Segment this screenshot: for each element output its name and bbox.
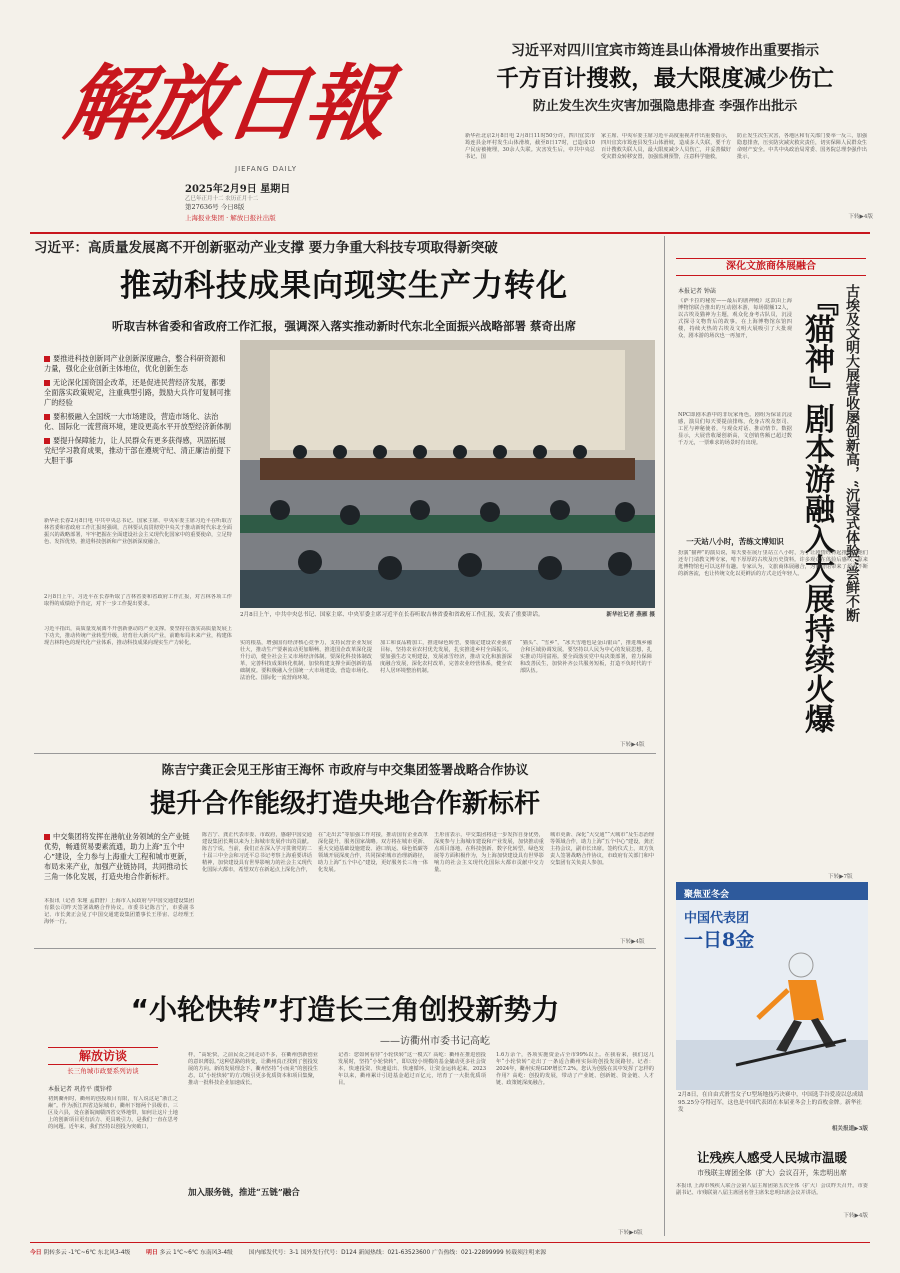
issue-number: 第27636号 今日8版 — [185, 203, 245, 211]
top-story-col: 新华社北京2月8日电 2月8日11时50分许，四川宜宾市筠连县金坪村发生山体滑坡，截至8日17时，已造成10户民房被掩埋，30余人失联。灾害发生后，中共中央总书记、国 — [465, 133, 595, 160]
mid-story-column: 城市更新、深化“大交通”“大城市”及生态治理等领域合作，助力上海“五个中心”建设。龚正主持会议，副市长出席。签约仪式上，双方负责人签署战略合作协议，市政府有关部门和中交集团有关负责人参加。 — [550, 832, 654, 866]
winter-photo — [676, 900, 868, 1090]
footer-rule — [30, 1242, 870, 1243]
mid-story-column: 王彤宙表示，中交集团将进一步发挥自身优势，深度参与上海城市建设和产业发展，加快推动重点项目落地，在科技创新、数字化转型、绿色发展等方面积极作为，为上海加快建设具有世界影响力的社会主义现代化国际大都市贡献中交力量。 — [434, 832, 544, 873]
related-link[interactable]: 相关报道▶3版 — [831, 1126, 868, 1132]
continued-link[interactable]: 下转▶7版 — [828, 874, 853, 880]
lead-bullets — [44, 354, 232, 512]
lead-paragraph: 2月8日上午，习近平在长春听取了吉林省委和省政府工作汇报，对吉林各项工作取得的成绩给予肯定，对下一步工作提出要求。 — [44, 594, 232, 607]
continued-link[interactable]: 下转▶4版 — [620, 742, 645, 748]
lunar-date: 乙巳年正月十二 农历正月十二 — [185, 196, 259, 202]
column-divider — [664, 236, 665, 1236]
footer-bar — [30, 1246, 870, 1260]
culture-text: NPC即剧本游中的非玩家角色。剧组为保证沉浸感，演员们每天要提前排练，化身古埃及祭司、工匠与神秘使者，与观众对话、推动情节。数据显示，大展营收屡创新高，文创销售额已超过数千万元，一票难求的场景时有出现。 — [678, 412, 792, 446]
feature-byline: 本报记者 巩持平 虞锌栉 — [48, 1086, 112, 1093]
mid-story-column: 陈吉宁、龚正代表市委、市政府，感谢中国交通建设集团长期以来为上海城市发展作出的贡献。陈吉宁说，当前，我们正在深入学习贯彻党的二十届三中全会和习近平总书记考察上海重要讲话精神，加快建设具有世界影响力的社会主义现代化国际大都市，希望双方在新起点上深化合作， — [202, 832, 312, 873]
meeting-photo-icon — [240, 340, 655, 608]
photo-credit: 新华社记者 燕雁 摄 — [606, 612, 655, 618]
weather-today: 阴转多云 -1℃~6℃ 东北风3-4级 — [43, 1250, 131, 1256]
lead-column: 实的根基，增强国有经济核心竞争力，支持民营企业发展壮大，推动生产要素流动更加顺畅，推进国企改革深化提升行动，健全社会主义市场经济体制。要深化科技体制改革，完善科技成果转化机制，加快构建支撑全面创新的基础制度。要积极融入全国统一大市场建设，营造市场化、法治化、国际化一流营商环境。 — [240, 640, 372, 681]
top-story-col: 家主席、中央军委主席习近平高度重视并作出重要指示，四川宜宾市筠连县发生山体滑坡，造成多人失联，要千方百计搜救失联人员，最大限度减少人员伤亡，并妥善做好受灾群众转移安置，加强监测预警，注意科学施救， — [601, 133, 731, 160]
winter-title: 中国代表团 一日8金 — [684, 911, 755, 951]
lead-paragraph: 新华社长春2月8日电 中共中央总书记、国家主席、中央军委主席习近平在听取吉林省委和省政府工作汇报时强调，吉林要认真贯彻党中央关于推动新时代东北全面振兴的战略部署，牢牢把握在全面建设社会主义现代化国家中的重要使命，立足特色、发挥优势，推进科技创新和产业创新深度融合， — [44, 518, 232, 545]
culture-sidebar-title: 古埃及文明大展营收屡创新高，“沉浸式体验”尝鲜不断 — [844, 284, 860, 623]
winter-caption: 2月8日，在自由式滑雪女子U型场地技巧决赛中，中国选手谷爱凌以总成绩95.25分夺得冠军，这也是中国代表团在本届亚冬会上的首枚金牌。新华社发 — [678, 1092, 864, 1113]
winter-panel — [676, 882, 868, 1130]
publisher-line: 上海报业集团 · 解放日报社出版 — [185, 214, 276, 222]
feature-column: 1.6万余个，各项实施资金占全市99%以上。在我看来，我们这几年“小轮快转”走出了一条适合衢州实际的创投发展路径。记者：2024年，衢州实现GDP增长7.2%。您认为创投在其中发挥了怎样的作用？高屹：创投的发展，带动了产业链、创新链、资金链、人才链、政策链深度融合。 — [496, 1052, 654, 1086]
weather-tomorrow: 多云 1℃~6℃ 东南风3-4级 — [159, 1250, 233, 1256]
divider — [34, 948, 656, 949]
feature-column: 初到衢州时，衢州的创投项目有限，有人说这是“浙江之巅”。作为浙江四省边际城市，衢州下辖两个县级市、三区及六县，处在浙皖闽赣四省交界地带，如何让这片土地上的创新项目更有活力、更具吸引力，是我们一直在思考的问题。近年来，我们坚持以创投为突破口， — [48, 1096, 178, 1130]
continued-link[interactable]: 下转▶4版 — [848, 214, 873, 220]
continued-link[interactable]: 下转▶4版 — [620, 939, 645, 945]
masthead — [30, 28, 440, 228]
newspaper-logo: 解放日報 — [59, 56, 393, 152]
weather-today-label: 今日 — [30, 1250, 42, 1256]
brief-text: 本报讯 上海市残疾人联合会第八届主席团第五次全体（扩大）会议昨天召开。市委副书记、市残联第八届主席团名誉主席朱忠明出席会议并讲话。 — [676, 1183, 868, 1196]
feature-section-title: 加入服务链，推进“五链”融合 — [188, 1188, 300, 1198]
issue-date: 2025年2月9日 星期日 — [185, 184, 291, 195]
lead-column: “猫头”、“雪乡”，“冰天雪地也是金山银山”，推进城乡融合和区域协调发展。要坚持以人民为中心的发展思想，扎实推动共同富裕。要全面落实党中央决策部署，着力保障和改善民生，加快补齐公共服务短板，打造不负时代的干部队伍。 — [520, 640, 652, 674]
divider — [34, 753, 656, 754]
lead-bullet: 要提升保障能力，让人民群众有更多获得感，巩固拓展党纪学习教育成果，推动干部在遵规守纪、清正廉洁前提下大胆干事 — [44, 436, 231, 465]
feature-tag: 解放访谈 长三角城市政要系列访谈 — [48, 1047, 158, 1079]
footer-info: 国内邮发代号：3-1 国外发行代号：D124 新闻热线：021-63523600 广告热线：021-22899999 转载须注明来源 — [248, 1250, 547, 1256]
brief-subhead: 市残联主席团全体（扩大）会议召开，朱忠明出席 — [697, 1169, 847, 1177]
lead-subhead: 听取吉林省委和省政府工作汇报，强调深入落实推动新时代东北全面振兴战略部署 蔡奇出席 — [112, 319, 576, 333]
culture-headline[interactable]: 『 猫 神 』 剧 本 游 融 入 大 展 持 续 火 爆 — [803, 286, 838, 738]
lead-headline[interactable]: 推动科技成果向现实生产力转化 — [120, 268, 568, 304]
news-brief — [676, 1148, 868, 1238]
lead-column: 加工和食品精加工，推进绿色转型，要锚定建设农业强省目标，坚持农业农村优先发展，扎实推进乡村全面振兴。要加强生态文明建设，发展冰雪经济，推动文化和旅游深度融合发展，深化农村改革，完善农业经营体系，健全农村人居环境整治机制。 — [380, 640, 512, 674]
lead-photo — [240, 340, 655, 608]
feature-column: 记者：您如何看待“小轮快转”这一模式？高屹：衢州在推进创投发展时，坚持“小轮快转”，即以较小规模的基金撬动更多社会资本，快速投资、快速退出、快速循环，让资金运转起来。2023年以来，衢州累计引进基金超过百亿元，培育了一大批优质项目。 — [338, 1052, 486, 1086]
feature-column: 样，“高轮快，之前民众之间走动不多，在衢州创新创业的意识薄弱。”这种思路的转变，让衢州真正找到了创投发展的方向。新的发展理念下，衢州坚持“小而美”的创投生态，以“小轮快转”的方式吸引更多优质资本和项目集聚，推动一批科技企业加速成长。 — [188, 1052, 318, 1086]
feature-subhead: ——访衢州市委书记高屹 — [380, 1036, 490, 1047]
culture-banner: 深化文旅商体展融合 — [676, 258, 866, 276]
mid-story-headline[interactable]: 提升合作能级打造央地合作新标杆 — [149, 789, 540, 819]
brief-headline[interactable]: 让残疾人感受人民城市温暖 — [696, 1150, 847, 1165]
culture-subhead: 一天站八小时，苦练文博知识 — [686, 537, 784, 546]
top-story-subhead: 防止发生次生灾害加强隐患排查 李强作出批示 — [532, 99, 798, 114]
top-story — [455, 40, 875, 228]
feature-headline[interactable]: “小轮快转”打造长三角创投新势力 — [130, 993, 560, 1026]
weather-tomorrow-label: 明日 — [146, 1250, 158, 1256]
mid-story-kicker: 陈吉宁龚正会见王彤宙王海怀 市政府与中交集团签署战略合作协议 — [161, 762, 529, 777]
continued-link[interactable]: 下转▶6版 — [618, 1230, 643, 1236]
lead-photo-caption: 2月8日上午，中共中央总书记、国家主席、中央军委主席习近平在长春听取吉林省委和省政府工作汇报，发表了重要讲话。 新华社记者 燕雁 摄 — [240, 612, 655, 618]
mid-story-lead: 中交集团将发挥在港航业务领域的全产业链优势，畅通贸易要素流通，助力上海“五个中心”建设，全力参与上海重大工程和城市更新，布局未来产业，加强产业链协同，共同推动长三角一体化发展，打造央地合作新标杆。 — [44, 832, 192, 881]
culture-text: 扮演“猫神”的演员说，每天要在展厅里站立八小时，为了让剧情经得起推敲，她们还专门请教文博专家，啃下厚厚的古埃及历史资料。许多观众在体验后感叹，原来逛博物馆也可以这样有趣。专家认为，文旅商体展融合，为博物馆带来了源源不断的新客流，也让传统文化以更鲜活的方式走近年轻人。 — [678, 550, 868, 577]
mid-story-byline: 本报讯（记者 朱瑾 孟群舒）上海市人民政府与中国交通建设集团有限公司昨天签署战略合作协议。市委书记陈吉宁，市委副书记、市长龚正会见了中国交通建设集团董事长王彤宙、总经理王海怀一行。 — [44, 898, 194, 925]
lead-bullet: 要积极融入全国统一大市场建设，营造市场化、法治化、国际化一流营商环境，建设更高水平开放型经济新体制 — [44, 412, 231, 431]
divider — [30, 232, 870, 234]
top-story-col: 防止发生次生灾害，各地区和有关部门要举一反三，加强隐患排查，压实防灾减灾救灾责任，切实保障人民群众生命财产安全。中共中央政治局常委、国务院总理李强作出批示， — [737, 133, 867, 160]
culture-byline: 本报记者 钟菡 — [678, 288, 716, 295]
top-story-headline[interactable]: 千方百计搜救，最大限度减少伤亡 — [496, 66, 834, 92]
top-story-kicker: 习近平对四川宜宾市筠连县山体滑坡作出重要指示 — [511, 43, 819, 59]
continued-link[interactable]: 下转▶4版 — [843, 1213, 868, 1219]
lead-bullet: 无论深化国资国企改革，还是促进民营经济发展，都要全面落实政策规定，注重典型引路，鼓励大兵作可复制可推广的经验 — [44, 378, 231, 407]
winter-banner: 聚焦亚冬会 — [676, 882, 868, 900]
logo-pinyin: JIEFANG DAILY — [235, 165, 297, 173]
lead-kicker: 习近平：高质量发展离不开创新驱动产业支撑 要力争重大科技专项取得新突破 — [34, 240, 498, 256]
culture-text: 《萨卡拉的秘密——最后的剧神殿》这款由上海博物馆联合推出的互动剧本游，每场限额12人，以古埃及猫神为主题，观众化身考古队员，沉浸式探寻文物背后的故事。在上海博物馆东馆四楼，持续火热的古埃及文明大展吸引了大批观众，剧本游的场次也一再加开， — [678, 298, 792, 339]
lead-bullet: 要推进科技创新同产业创新深度融合，整合科研资源和力量，强化企业创新主体地位，优化创新生态 — [44, 354, 226, 373]
lead-paragraph: 习近平指出，高质量发展离不开创新驱动的产业支撑。要坚持在落实高质量发展上下功夫，推动传统产业转型升级，培育壮大新兴产业，前瞻布局未来产业，构建体现吉林特色的现代化产业体系，推动科技成果向现实生产力转化。 — [44, 626, 232, 646]
mid-story-column: 在“走出去”等加强工作对接，推动国有企业改革深化提升，服务国家战略。双方将在城市更新、重大交通基础设施建设、港口航运、绿色低碳等领域开展深度合作，共同探索城市治理新路径，助力上海“五个中心”建设，更好服务长三角一体化发展。 — [318, 832, 428, 873]
